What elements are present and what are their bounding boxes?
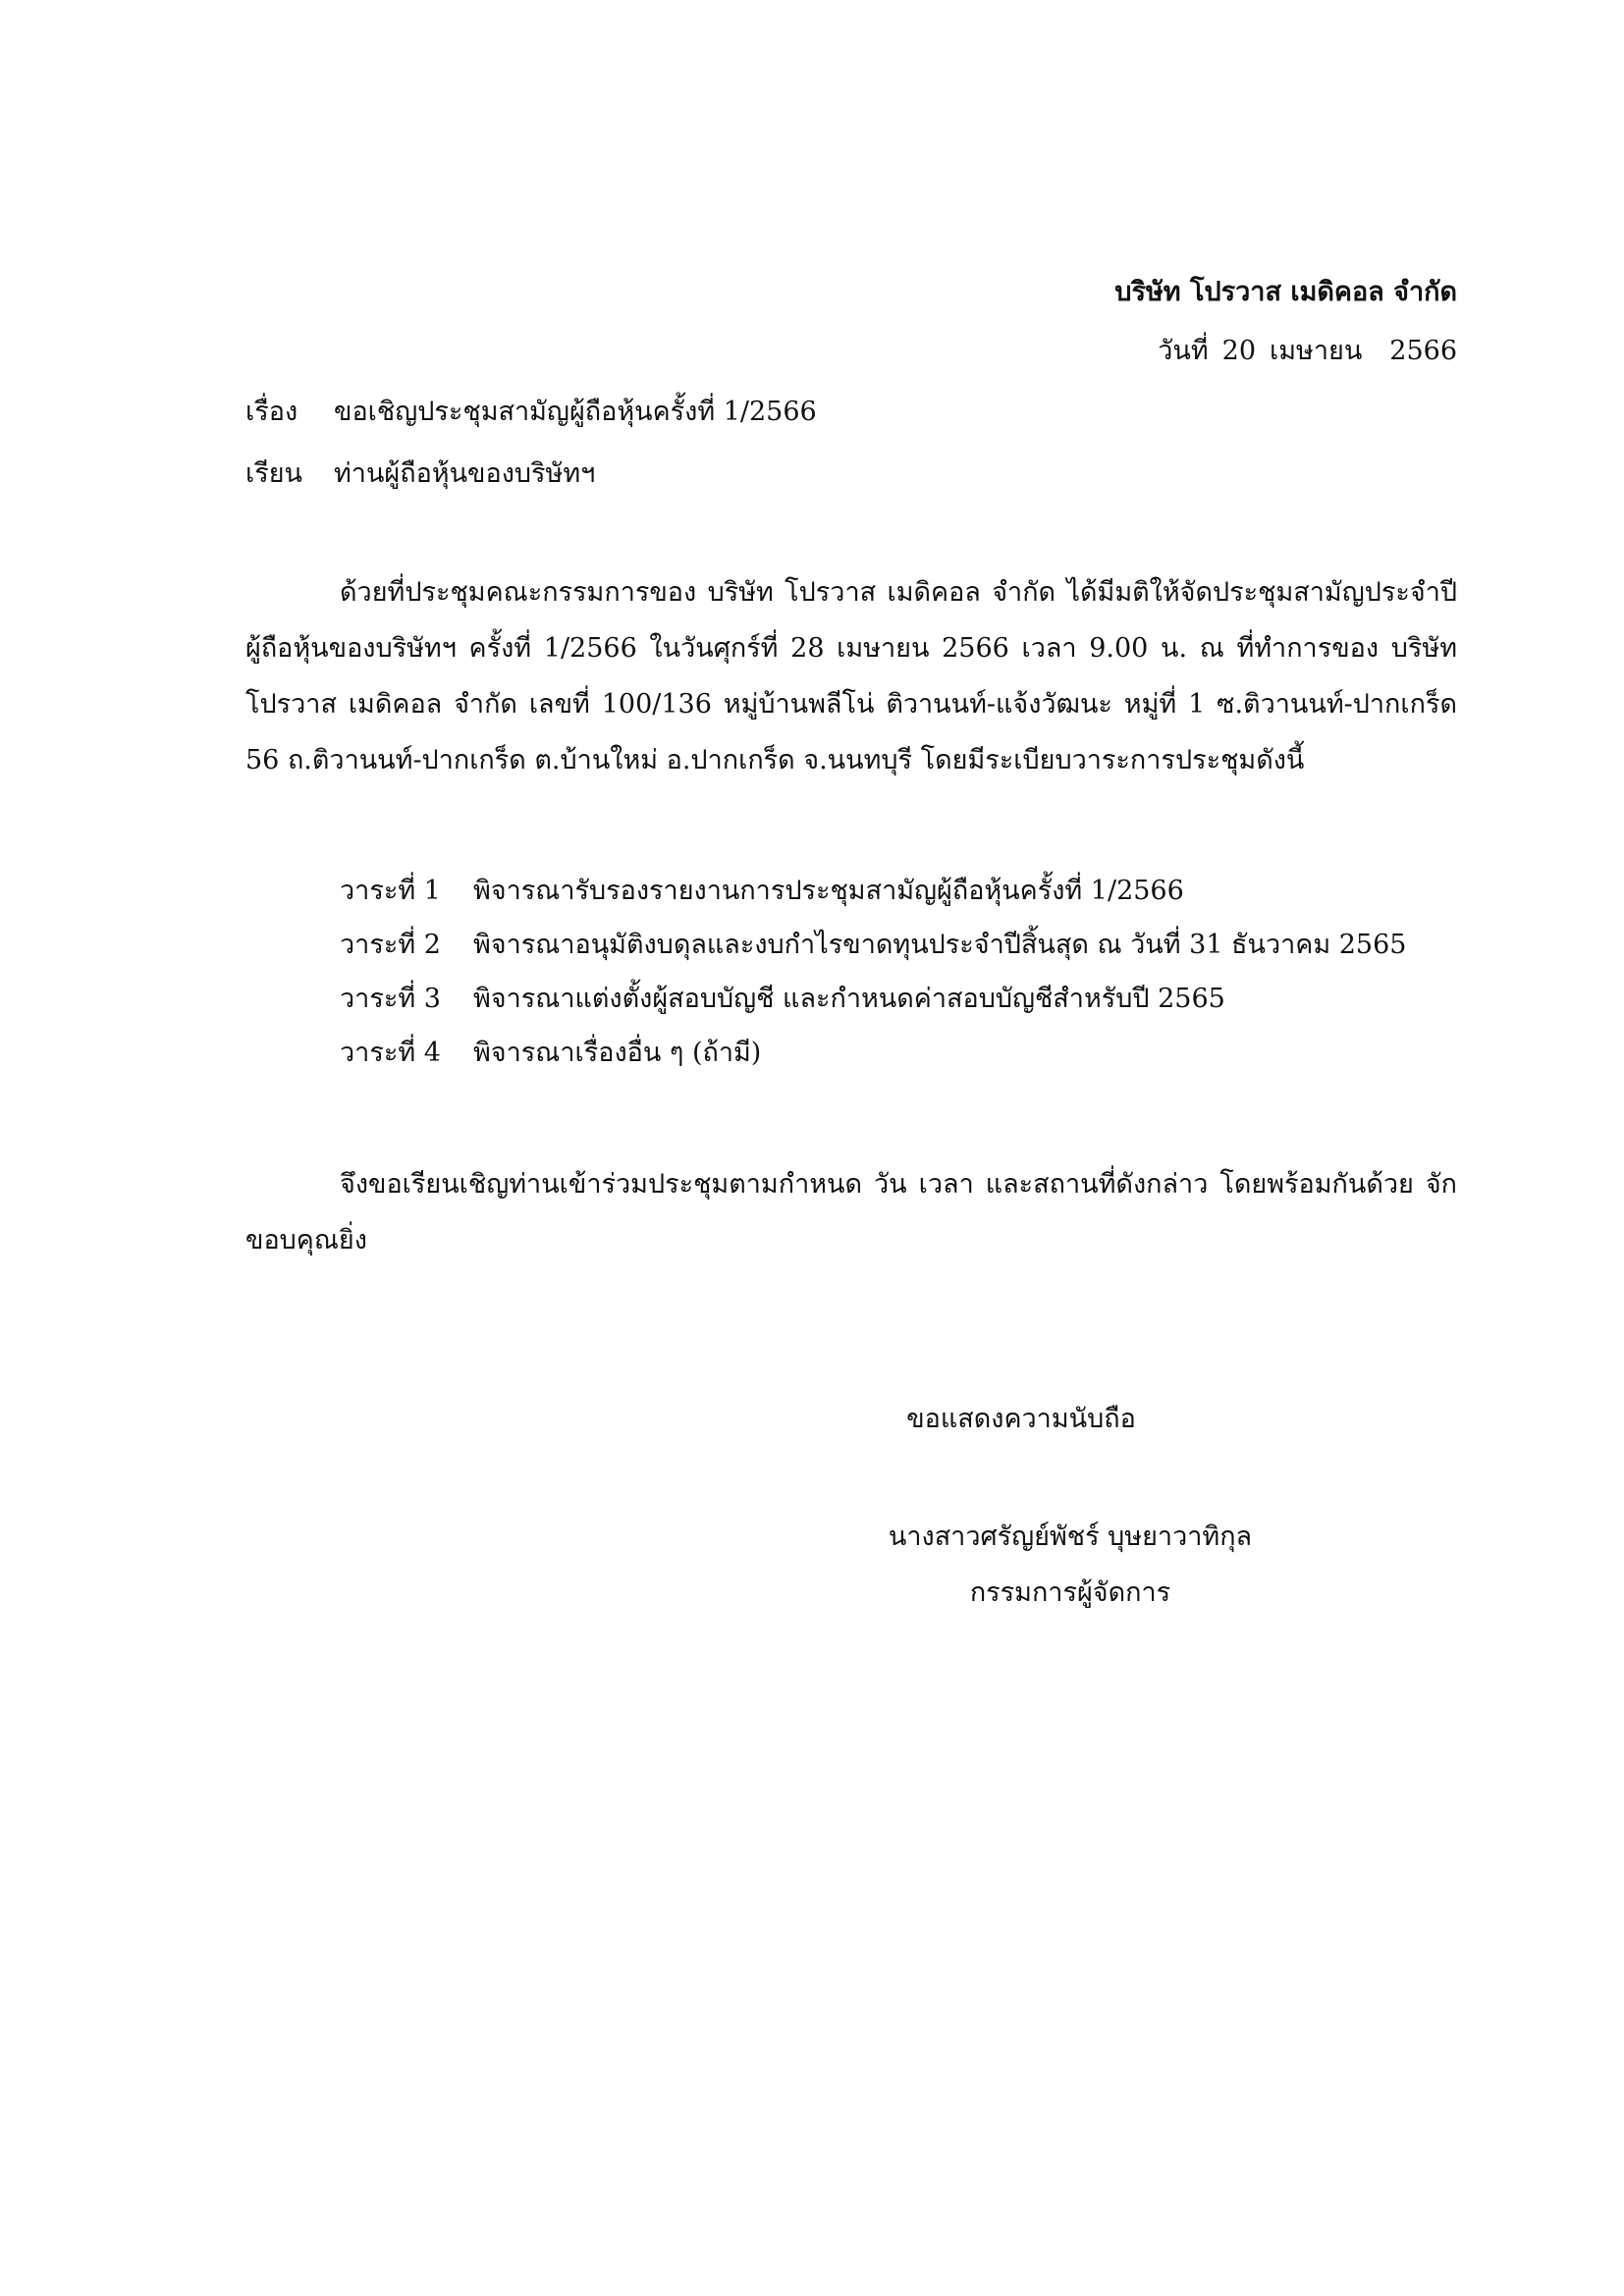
agenda-number: วาระที่ 1 [340,876,441,906]
signer-name: นางสาวศรัญย์พัชร์ บุษยาวาทิกุล [888,1522,1253,1552]
agenda-item [340,982,1225,1017]
agenda-item [340,928,1406,963]
date-month: เมษายน [1270,336,1363,366]
agenda-text: พิจารณารับรองรายงานการประชุมสามัญผู้ถือหุ้นครั้งที่ 1/2566 [473,876,1184,906]
letter-date [1158,334,1457,369]
intro-paragraph: ด้วยที่ประชุมคณะกรรมการของ บริษัท โปรวาส เมดิคอล จำกัด ได้มีมติให้จัดประชุมสามัญประจำปีผู้ถือหุ้นของบริษัทฯ ครั้งที่ 1/2566 ในวันศุกร์ที่ 28 เมษายน 2566 เวลา 9.00 น. ณ ที่ทำการของ บริษัท โปรวาส เมดิคอล จำกัด เลขที่ 100/136 หมู่บ้านพลีโน่ ติวานนท์-แจ้งวัฒนะ หมู่ที่ 1 ซ.ติวานนท์-ปากเกร็ด 56 ถ.ติวานนท์-ปากเกร็ด ต.บ้านใหม่ อ.ปากเกร็ด จ.นนทบุรี โดยมีระเบียบวาระการประชุมดังนี้ [245,577,1457,775]
company-name: บริษัท โปรวาส เมดิคอล จำกัด [1114,277,1457,307]
date-year: 2566 [1389,336,1457,366]
recipient-text: ท่านผู้ถือหุ้นของบริษัทฯ [334,458,596,489]
recipient-label: เรียน [245,458,303,489]
agenda-item [340,874,1184,909]
agenda-number: วาระที่ 2 [340,930,441,960]
subject-label: เรื่อง [245,397,298,427]
date-prefix: วันที่ [1158,336,1209,366]
subject-text: ขอเชิญประชุมสามัญผู้ถือหุ้นครั้งที่ 1/2566 [334,397,817,427]
signer-position: กรรมการผู้จัดการ [969,1577,1171,1608]
agenda-text: พิจารณาแต่งตั้งผู้สอบบัญชี และกำหนดค่าสอบบัญชีสำหรับปี 2565 [473,984,1225,1014]
closing-paragraph: จึงขอเรียนเชิญท่านเข้าร่วมประชุมตามกำหนด วัน เวลา และสถานที่ดังกล่าว โดยพร้อมกันด้วย จักขอบคุณยิ่ง [245,1169,1457,1255]
agenda-number: วาระที่ 3 [340,984,441,1014]
agenda-text: พิจารณาอนุมัติงบดุลและงบกำไรขาดทุนประจำปีสิ้นสุด ณ วันที่ 31 ธันวาคม 2565 [473,930,1407,960]
regards-text: ขอแสดงความนับถือ [906,1404,1136,1434]
date-day: 20 [1221,336,1257,366]
agenda-item [340,1036,761,1071]
agenda-number: วาระที่ 4 [340,1038,441,1068]
agenda-text: พิจารณาเรื่องอื่น ๆ (ถ้ามี) [473,1038,762,1068]
